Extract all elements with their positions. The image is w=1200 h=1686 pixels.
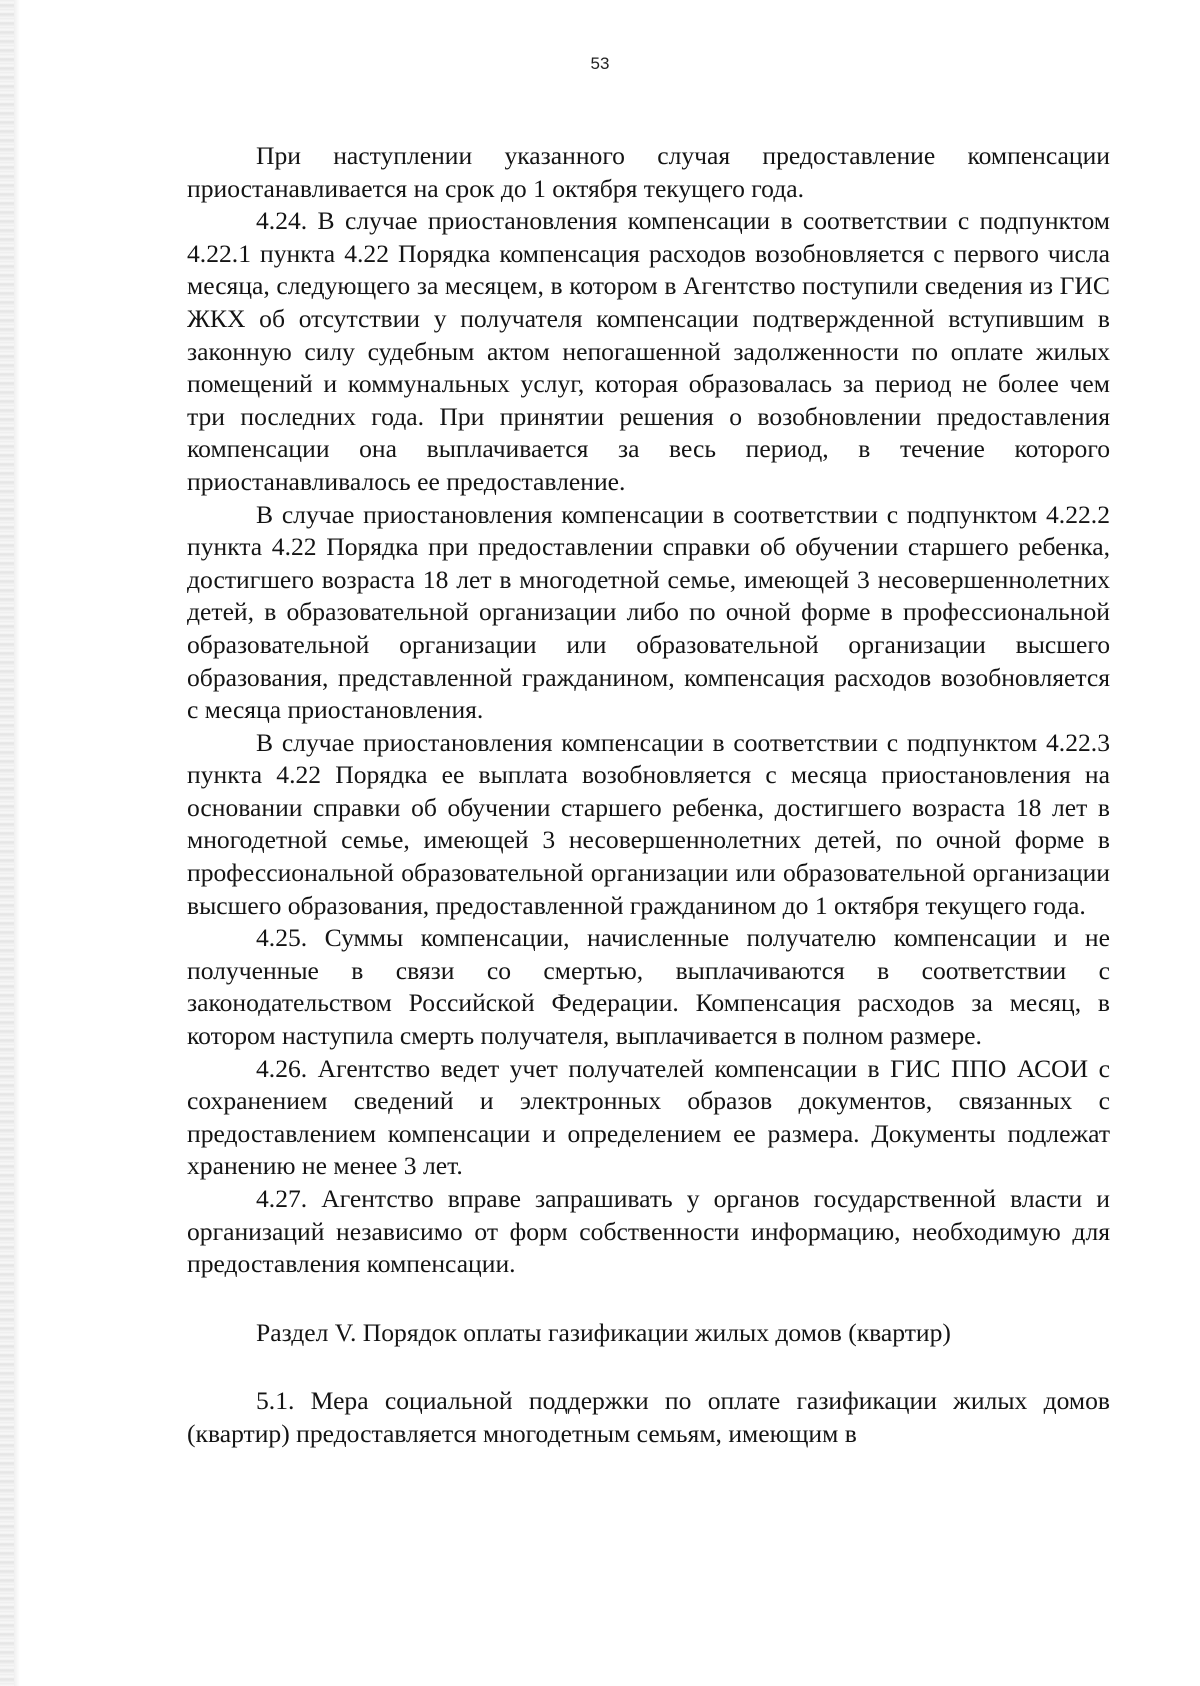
paragraph-4-26: 4.26. Агентство ведет учет получателей компенсации в ГИС ППО АСОИ с сохранением сведений и электронных образов документов, связанных с предоставлением компенсации и определением ее размера. Документы подлежат хранению не менее 3 лет.: [187, 1053, 1110, 1181]
paragraph-5-1: 5.1. Мера социальной поддержки по оплате газификации жилых домов (квартир) предоставляется многодетным семьям, имеющим в: [187, 1386, 1110, 1448]
paragraph-4-22-2: В случае приостановления компенсации в соответствии с подпунктом 4.22.2 пункта 4.22 Порядка при предоставлении справки об обучении старшего ребенка, достигшего возраста 18 лет в многодетной семье, имеющей 3 несовершеннолетних детей, в образовательной организации либо по очной форме в профессиональной образовательной организации или образовательной организации высшего образования, представленной гражданином, компенсация расходов возобновляется с месяца приостановления.: [187, 499, 1110, 725]
document-body: [187, 140, 1110, 1451]
paragraph-suspension-term: При наступлении указанного случая предоставление компенсации приостанавливается на срок до 1 октября текущего года.: [187, 141, 1110, 203]
paragraph-4-27: 4.27. Агентство вправе запрашивать у органов государственной власти и организаций независимо от форм собственности информацию, необходимую для предоставления компенсации.: [187, 1184, 1110, 1279]
scan-edge-shadow: [14, 0, 20, 1686]
paragraph-4-22-3: В случае приостановления компенсации в соответствии с подпунктом 4.22.3 пункта 4.22 Порядка ее выплата возобновляется с месяца приостановления на основании справки об обучении старшего ребенка, достигшего возраста 18 лет в многодетной семье, имеющей 3 несовершеннолетних детей, по очной форме в профессиональной образовательной организации или образовательной организации высшего образования, предоставленной гражданином до 1 октября текущего года.: [187, 727, 1110, 920]
paragraph-4-24: 4.24. В случае приостановления компенсации в соответствии с подпунктом 4.22.1 пункта 4.22 Порядка компенсация расходов возобновляется с первого числа месяца, следующего за месяцем, в котором в Агентство поступили сведения из ГИС ЖКХ об отсутствии у получателя компенсации подтвержденной вступившим в законную силу судебным актом непогашенной задолженности по оплате жилых помещений и коммунальных услуг, которая образовалась за период не более чем три последних года. При принятии решения о возобновлении предоставления компенсации она выплачивается за весь период, в течение которого приостанавливалось ее предоставление.: [187, 206, 1110, 496]
scan-edge: [0, 0, 14, 1686]
paragraph-4-25: 4.25. Суммы компенсации, начисленные получателю компенсации и не полученные в связи со смертью, выплачиваются в соответствии с законодательством Российской Федерации. Компенсация расходов за месяц, в котором наступила смерть получателя, выплачивается в полном размере.: [187, 923, 1110, 1051]
page-number: 53: [590, 54, 610, 73]
section-heading: Раздел V. Порядок оплаты газификации жилых домов (квартир): [256, 1317, 951, 1347]
